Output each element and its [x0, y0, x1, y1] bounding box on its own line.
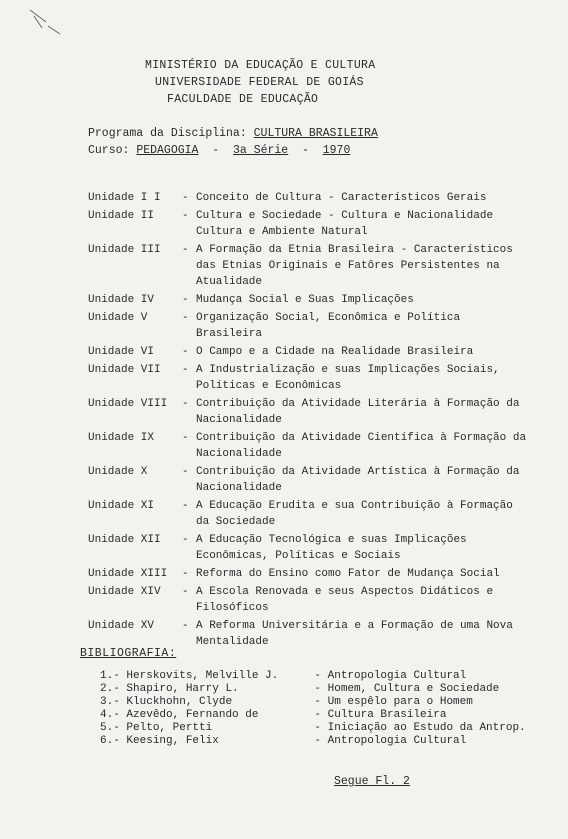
unit-title: A Reforma Universitária e a Formação de uma Nova Mentalidade — [196, 620, 513, 648]
unit-dash: - — [182, 586, 189, 598]
unit-dash: - — [182, 568, 189, 580]
unit-dash: - — [182, 210, 189, 222]
unit-title: Contribuição da Atividade Científica à Formação da Nacionalidade — [196, 432, 527, 460]
unit-label: Unidade V — [88, 312, 148, 324]
scribble-marks — [28, 8, 78, 48]
unit-label: Unidade VI — [88, 346, 155, 358]
unit-dash: - — [182, 244, 189, 256]
course-sep-1: - — [212, 144, 220, 157]
bib-author: Shapiro, Harry L. — [126, 683, 239, 695]
bib-author: Azevêdo, Fernando de — [126, 709, 259, 721]
page-continuation-note: Segue Fl. 2 — [334, 775, 410, 788]
discipline-label: Programa da Disciplina: — [88, 127, 247, 140]
unit-label: Unidade XIV — [88, 586, 161, 598]
unit-label: Unidade XII — [88, 534, 161, 546]
unit-row — [88, 190, 528, 206]
discipline-name: CULTURA BRASILEIRA — [253, 127, 378, 140]
unit-dash: - — [182, 192, 189, 204]
bib-work: - Um espêlo para o Homem — [314, 696, 473, 708]
course-year: 1970 — [322, 144, 351, 157]
unit-label: Unidade VII — [88, 364, 161, 376]
unit-dash: - — [182, 294, 189, 306]
bib-number: 5.- — [100, 722, 120, 734]
unit-label: Unidade XI — [88, 500, 155, 512]
unit-label: Unidade XV — [88, 620, 155, 632]
course-series: 3a Série — [232, 144, 289, 157]
unit-label: Unidade X — [88, 466, 148, 478]
unit-row — [88, 618, 528, 650]
unit-row — [88, 584, 528, 616]
unit-label: Unidade VIII — [88, 398, 168, 410]
bib-author: Kluckhohn, Clyde — [126, 696, 233, 708]
bib-number: 1.- — [100, 670, 120, 682]
bibliography-item — [100, 683, 526, 696]
unit-label: Unidade XIII — [88, 568, 168, 580]
unit-title: O Campo e a Cidade na Realidade Brasileira — [196, 346, 474, 358]
unit-dash: - — [182, 466, 189, 478]
bib-author: Keesing, Felix — [126, 735, 219, 747]
unit-row — [88, 464, 528, 496]
course-sep-2: - — [302, 144, 309, 157]
unit-label: Unidade I I — [88, 192, 161, 204]
bib-work: - Iniciação ao Estudo da Antrop. — [314, 722, 526, 734]
unit-row — [88, 310, 528, 342]
unit-row — [88, 292, 528, 308]
bib-number: 2.- — [100, 683, 120, 695]
unit-row — [88, 344, 528, 360]
bibliography-item — [100, 735, 526, 748]
unit-title: A Industrialização e suas Implicações Sociais, Políticas e Econômicas — [196, 364, 500, 392]
unit-row — [88, 498, 528, 530]
unit-dash: - — [182, 364, 189, 376]
bib-author: Pelto, Pertti — [126, 722, 213, 734]
unit-label: Unidade IV — [88, 294, 155, 306]
bib-number: 6.- — [100, 735, 120, 747]
bib-work: - Cultura Brasileira — [314, 709, 447, 721]
bib-work: - Homem, Cultura e Sociedade — [314, 683, 500, 695]
course-label: Curso: — [88, 144, 130, 157]
unit-row — [88, 532, 528, 564]
unit-title: Mudança Social e Suas Implicações — [196, 294, 414, 306]
unit-row — [88, 362, 528, 394]
unit-row — [88, 566, 528, 582]
unit-title: Contribuição da Atividade Literária à Formação da Nacionalidade — [196, 398, 520, 426]
unit-label: Unidade II — [88, 210, 155, 222]
unit-title: Organização Social, Econômica e Política Brasileira — [196, 312, 461, 340]
unit-title: A Educação Erudita e sua Contribuição à Formação da Sociedade — [196, 500, 513, 528]
letterhead — [145, 57, 375, 108]
bibliography-title: BIBLIOGRAFIA: — [80, 647, 177, 660]
unit-title: A Escola Renovada e seus Aspectos Didáticos e Filosóficos — [196, 586, 494, 614]
bib-work: - Antropologia Cultural — [314, 670, 467, 682]
unit-dash: - — [182, 534, 189, 546]
unit-row — [88, 430, 528, 462]
unit-row — [88, 208, 528, 240]
header-faculty: FACULDADE DE EDUCAÇÃO — [167, 93, 319, 106]
unit-title: A Formação da Etnia Brasileira - Característicos das Etnias Originais e Fatôres Persistentes na Atualidade — [196, 244, 513, 288]
bib-number: 3.- — [100, 696, 120, 708]
unit-label: Unidade IX — [88, 432, 155, 444]
unit-title: Reforma do Ensino como Fator de Mudança Social — [196, 568, 500, 580]
bibliography-item — [100, 696, 526, 709]
course-line — [88, 142, 378, 159]
header-university: UNIVERSIDADE FEDERAL DE GOIÁS — [155, 76, 364, 89]
unit-title: Conceito de Cultura - Característicos Gerais — [196, 192, 487, 204]
bibliography-item — [100, 709, 526, 722]
unit-dash: - — [182, 398, 189, 410]
unit-title: Contribuição da Atividade Artística à Formação da Nacionalidade — [196, 466, 520, 494]
bibliography-list — [100, 670, 526, 748]
discipline-line — [88, 125, 378, 142]
program-info — [88, 125, 378, 159]
bib-author: Herskovits, Melville J. — [126, 670, 279, 682]
unit-dash: - — [182, 500, 189, 512]
bib-work: - Antropologia Cultural — [314, 735, 467, 747]
units-list — [88, 190, 528, 652]
unit-title: Cultura e Sociedade - Cultura e Nacionalidade Cultura e Ambiente Natural — [196, 210, 494, 238]
unit-dash: - — [182, 620, 189, 632]
unit-dash: - — [182, 432, 189, 444]
header-ministry: MINISTÉRIO DA EDUCAÇÃO E CULTURA — [145, 59, 376, 72]
unit-row — [88, 396, 528, 428]
bibliography-item — [100, 722, 526, 735]
bib-number: 4.- — [100, 709, 120, 721]
unit-label: Unidade III — [88, 244, 161, 256]
unit-dash: - — [182, 346, 189, 358]
course-name: PEDAGOGIA — [136, 144, 199, 157]
unit-row — [88, 242, 528, 290]
unit-title: A Educação Tecnológica e suas Implicações Econômicas, Políticas e Sociais — [196, 534, 467, 562]
bibliography-item — [100, 670, 526, 683]
unit-dash: - — [182, 312, 189, 324]
